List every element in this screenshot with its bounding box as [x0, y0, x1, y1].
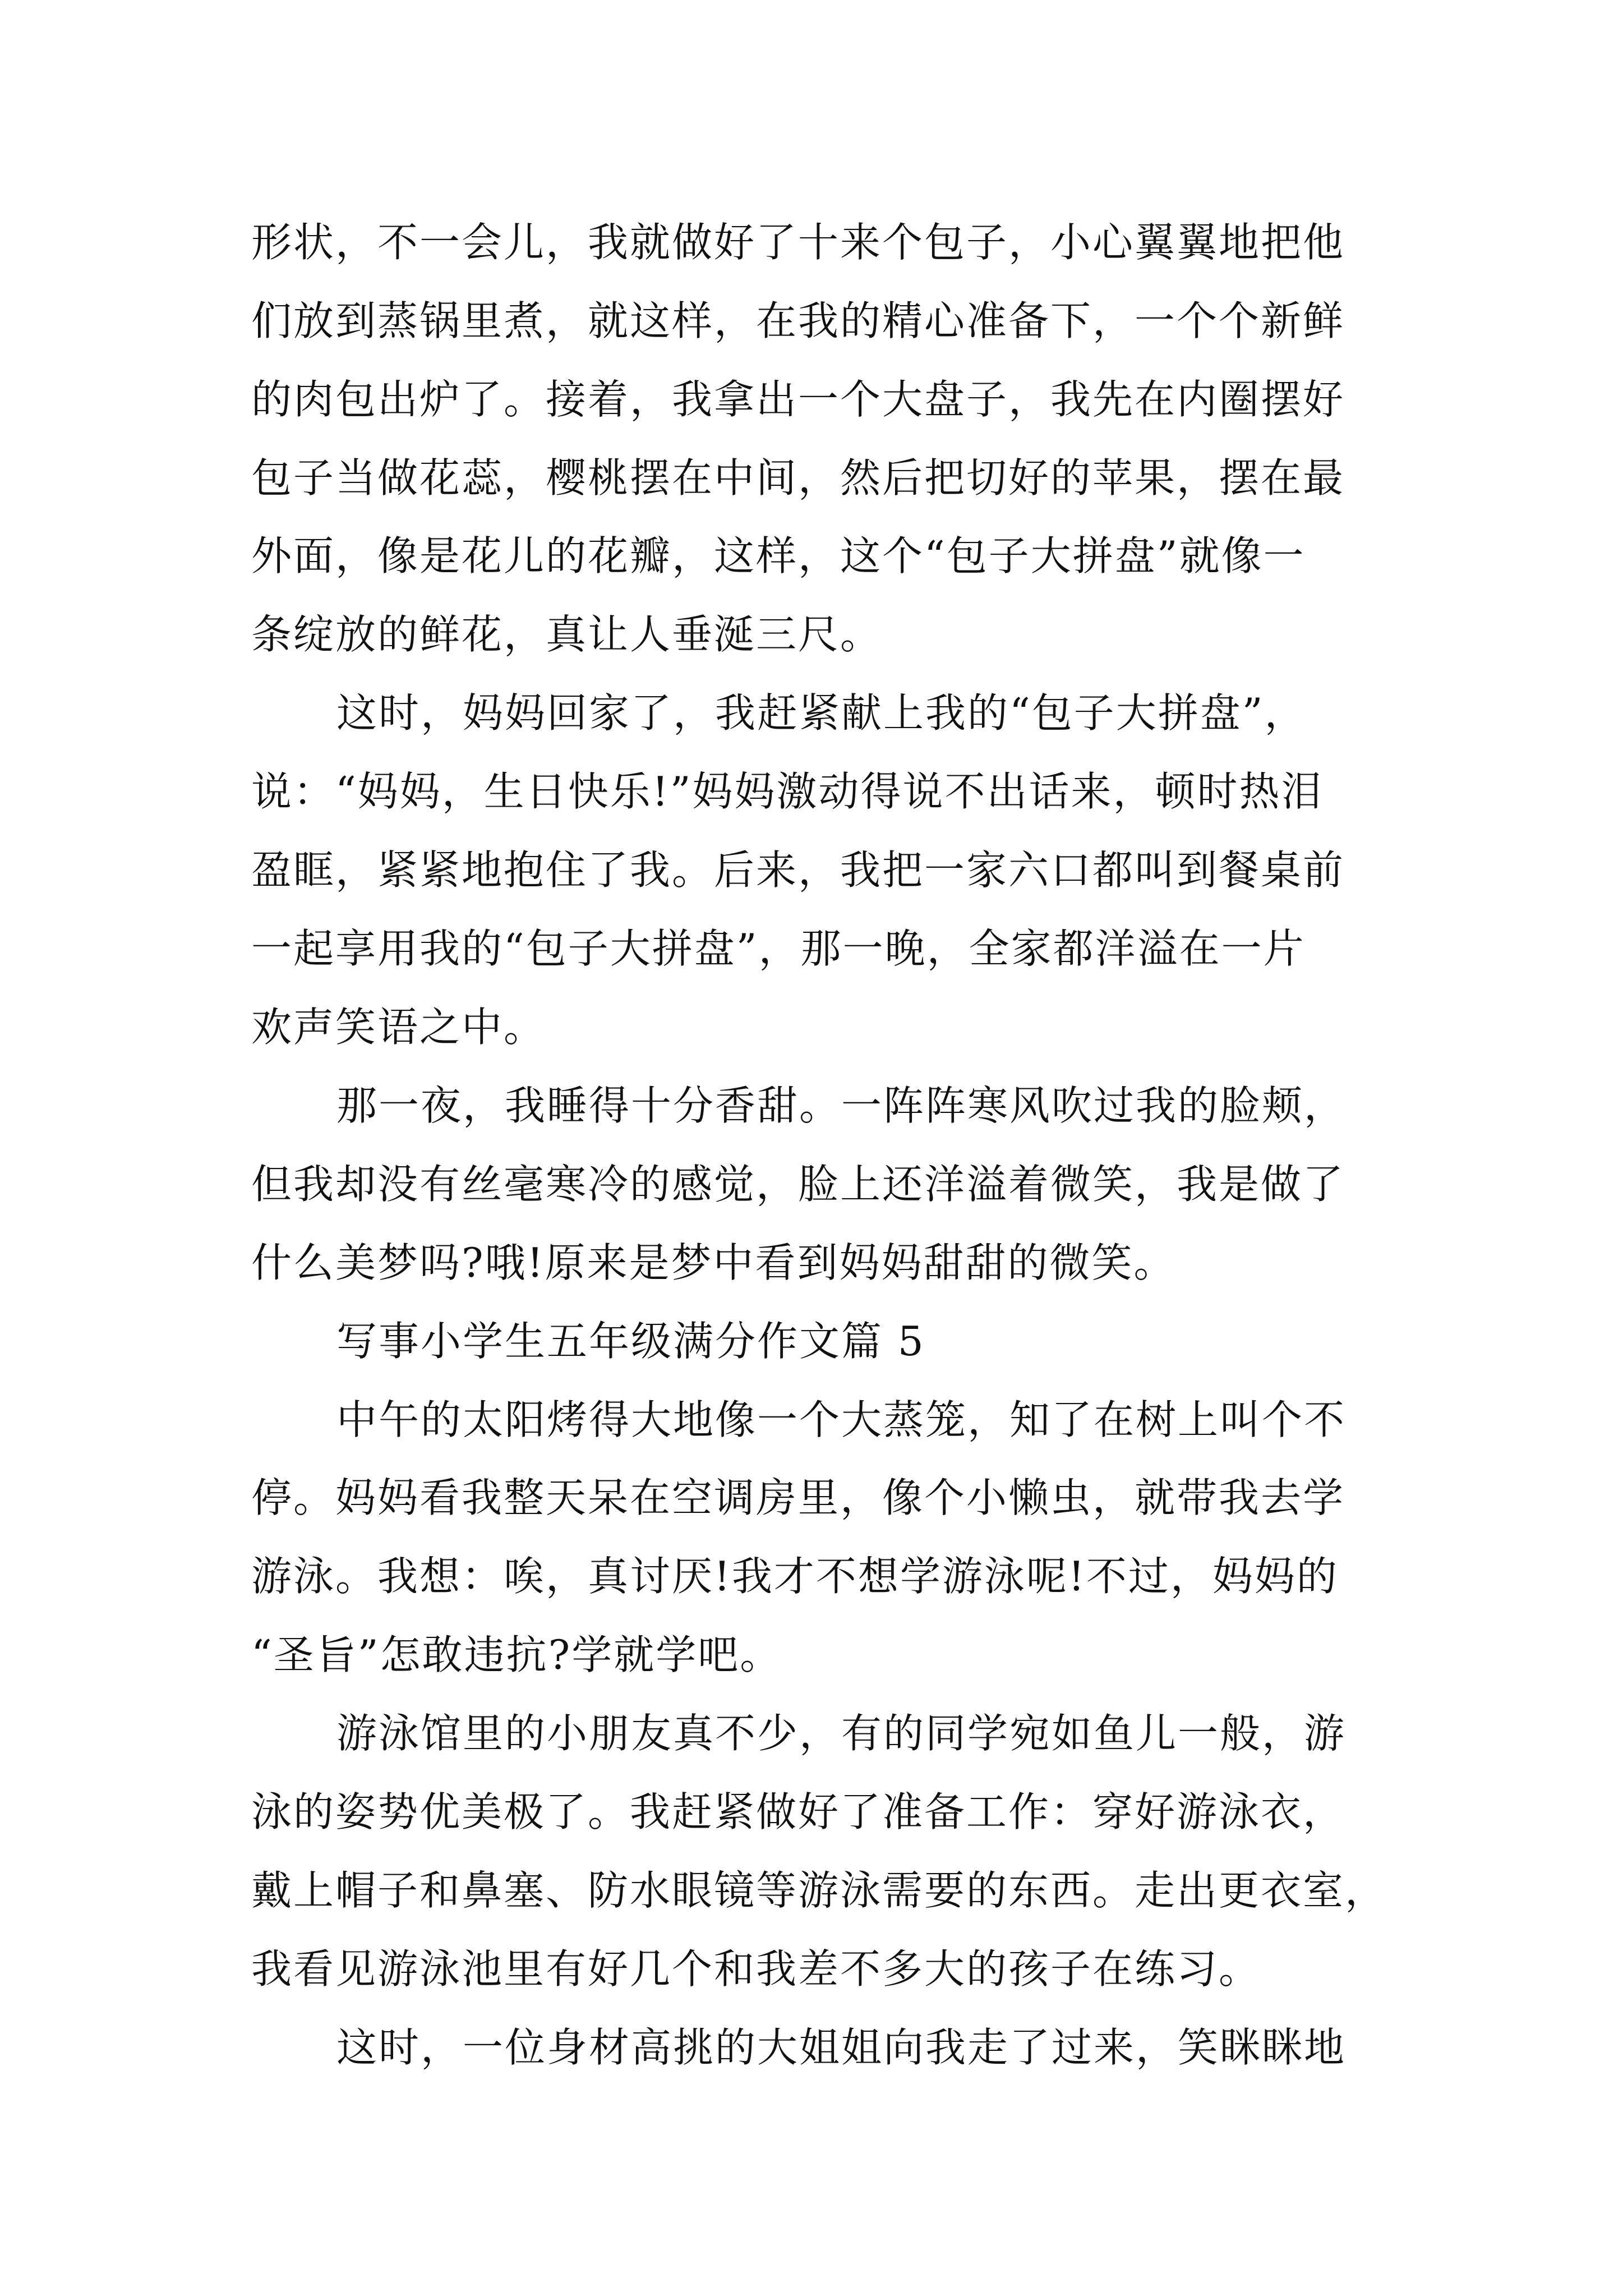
text-line: 我看见游泳池里有好几个和我差不多大的孩子在练习。 [251, 1945, 1261, 1993]
paragraph-start: 这时，妈妈回家了，我赶紧献上我的“包子大拼盘”， [336, 689, 1307, 737]
text-line: 外面，像是花儿的花瓣，这样，这个“包子大拼盘”就像一 [251, 532, 1306, 579]
paragraph-start: 那一夜，我睡得十分香甜。一阵阵寒风吹过我的脸颊， [336, 1082, 1347, 1129]
text-line: 形状，不一会儿，我就做好了十来个包子，小心翼翼地把他 [251, 219, 1345, 266]
text-line: 的肉包出炉了。接着，我拿出一个大盘子，我先在内圈摆好 [251, 376, 1345, 423]
text-line: 戴上帽子和鼻塞、防水眼镜等游泳需要的东西。走出更衣室， [251, 1867, 1387, 1914]
text-line: 们放到蒸锅里煮，就这样，在我的精心准备下，一个个新鲜 [251, 297, 1345, 344]
text-line: 游泳。我想：唉，真讨厌!我才不想学游泳呢!不过，妈妈的 [251, 1553, 1339, 1600]
paragraph-start: 这时，一位身材高挑的大姐姐向我走了过来，笑眯眯地 [336, 2024, 1347, 2071]
text-line: 一起享用我的“包子大拼盘”，那一晚，全家都洋溢在一片 [251, 925, 1306, 972]
text-line: 什么美梦吗?哦!原来是梦中看到妈妈甜甜的微笑。 [251, 1239, 1176, 1286]
text-line: 包子当做花蕊，樱桃摆在中间，然后把切好的苹果，摆在最 [251, 454, 1345, 501]
text-line: 泳的姿势优美极了。我赶紧做好了准备工作：穿好游泳衣， [251, 1788, 1345, 1835]
text-line: 但我却没有丝毫寒冷的感觉，脸上还洋溢着微笑，我是做了 [251, 1161, 1345, 1208]
text-line: 欢声笑语之中。 [251, 1004, 546, 1051]
text-line: 盈眶，紧紧地抱住了我。后来，我把一家六口都叫到餐桌前 [251, 846, 1345, 894]
text-line: 条绽放的鲜花，真让人垂涎三尺。 [251, 611, 883, 658]
paragraph-start: 中午的太阳烤得大地像一个大蒸笼，知了在树上叫个不 [336, 1396, 1347, 1443]
section-heading: 写事小学生五年级满分作文篇 5 [336, 1318, 925, 1365]
text-line: 说：“妈妈，生日快乐!”妈妈激动得说不出话来，顿时热泪 [251, 768, 1324, 815]
paragraph-start: 游泳馆里的小朋友真不少，有的同学宛如鱼儿一般，游 [336, 1710, 1347, 1757]
text-line: 停。妈妈看我整天呆在空调房里，像个小懒虫，就带我去学 [251, 1474, 1345, 1521]
text-line: “圣旨”怎敢违抗?学就学吧。 [251, 1631, 782, 1678]
